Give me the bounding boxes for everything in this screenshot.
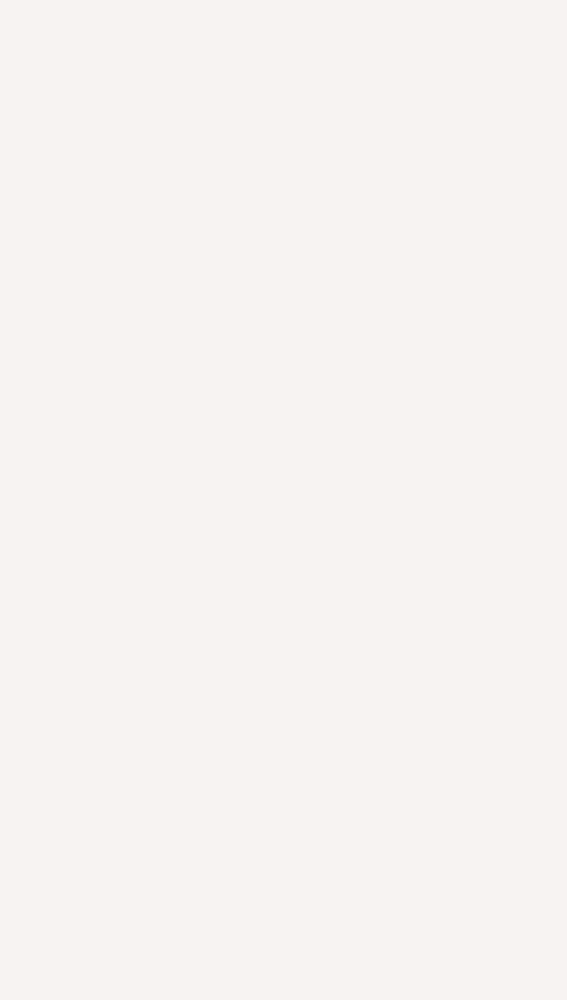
- body-text: [30, 71, 542, 145]
